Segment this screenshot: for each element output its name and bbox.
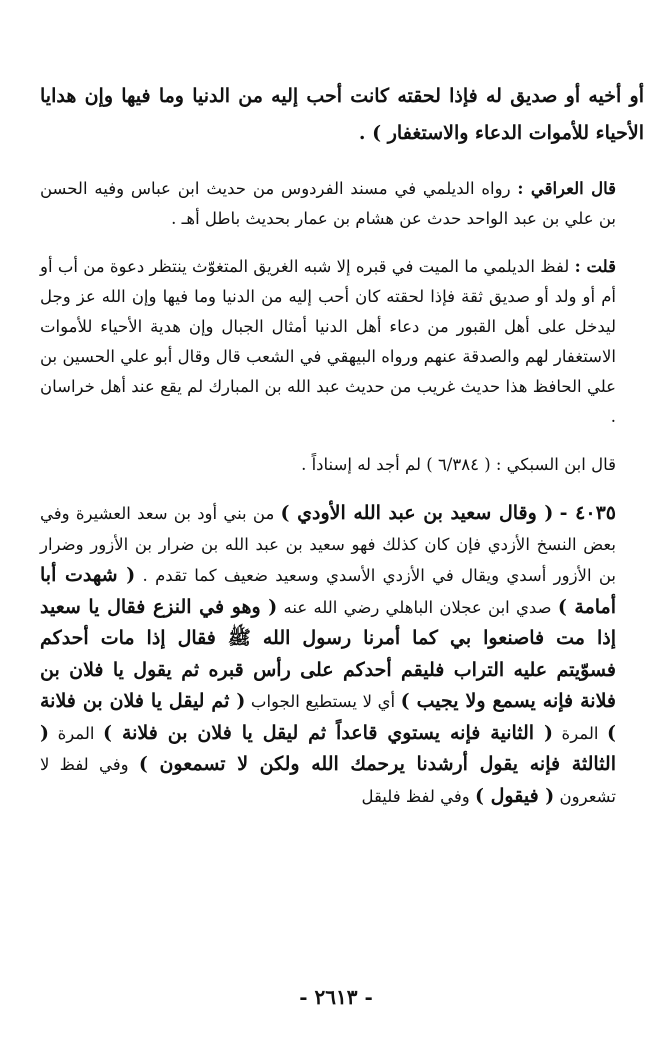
iraqi-commentary [40, 152, 644, 234]
opening-hadith-text: أو أخيه أو صديق له فإذا لحقته كانت أحب إليه من الدنيا وما فيها وإن هدايا الأحياء للأموات الدعاء والاستغفار ) . [40, 85, 644, 144]
hadith-commentary-segment: من بني أود بن سعد العشيرة وفي بعض النسخ الأزدي فإن كان كذلك فهو سعيد بن عبد الله بن ضرار بن الأزور وضرار بن الأزور أسدي ويقال في الأزدي الأسدي وسعيد ضعيف كما تقدم . [40, 504, 616, 585]
hadith-matn-segment: ( ثم ليقل يا فلان بن فلانة ) [40, 690, 617, 744]
hadith-matn-segment: ( شهدت أبا أمامة ) [40, 564, 617, 618]
qultu-label: قلت : [574, 257, 617, 276]
hadith-commentary-segment: المرة [57, 723, 95, 743]
hadith-commentary-segment: وفي لفظ فليقل [361, 786, 470, 806]
hadith-number: ٤٠٣٥ - [559, 502, 616, 524]
hadith-matn-segment: ( الثانية فإنه يستوي قاعداً ثم ليقل يا فلان بن فلانة ) [103, 721, 553, 744]
hadith-matn-segment: ( الثالثة فإنه يقول أرشدنا يرحمك الله ولكن لا تسمعون ) [40, 721, 616, 775]
hadith-matn-segment: ( وقال سعيد بن عبد الله الأودي ) [280, 502, 554, 524]
subki-note: قال ابن السبكي : ( ٦/٣٨٤ ) لم أجد له إسناداً . [301, 455, 616, 474]
hadith-4035 [40, 480, 644, 812]
hadith-commentary-segment: أي لا يستطيع الجواب [250, 692, 396, 711]
page-body [40, 78, 644, 812]
iraqi-text: رواه الديلمي في مسند الفردوس من حديث ابن عباس وفيه الحسن بن علي بن عبد الواحد حدث عن هشام بن عمار بحديث باطل أهـ . [40, 179, 616, 228]
qultu-commentary [40, 234, 644, 432]
page-number: - ٢٦١٣ - [299, 985, 373, 1009]
iraqi-label: قال العراقي : [517, 179, 616, 198]
qultu-text: لفظ الديلمي ما الميت في قبره إلا شبه الغريق المتغوّث ينتظر دعوة من أب أو أم أو ولد أو صديق ثقة فإذا لحقته كان أحب إليه من الدنيا وما فيها وإن الله عز وجل ليدخل على أهل القبور من دعاء أهل الدنيا أمثال الجبال وإن هدية الأحياء للأموات الاستغفار لهم والصدقة عنهم ورواه البيهقي في الشعب قال وقال أبو علي الحسين بن علي الحافظ هذا حديث غريب من حديث عبد الله بن المبارك لم يقع عند أهل خراسان . [40, 257, 616, 426]
hadith-matn-segment: ( فيقول ) [475, 784, 555, 807]
hadith-commentary-segment: المرة [561, 723, 599, 743]
hadith-commentary-segment: وفي لفظ لا تشعرون [40, 755, 616, 806]
hadith-matn-segment: ( وهو في النزع فقال يا سعيد إذا مت فاصنعوا بي كما أمرنا رسول الله ﷺ فقال إذا مات أحدكم فسوّيتم عليه التراب فليقم أحدكم على رأس قبره ثم يقول يا فلان بن فلانة فإنه يسمع ولا يجيب ) [40, 595, 616, 712]
hadith-commentary-segment: صدي ابن عجلان الباهلي رضي الله عنه [283, 597, 552, 617]
